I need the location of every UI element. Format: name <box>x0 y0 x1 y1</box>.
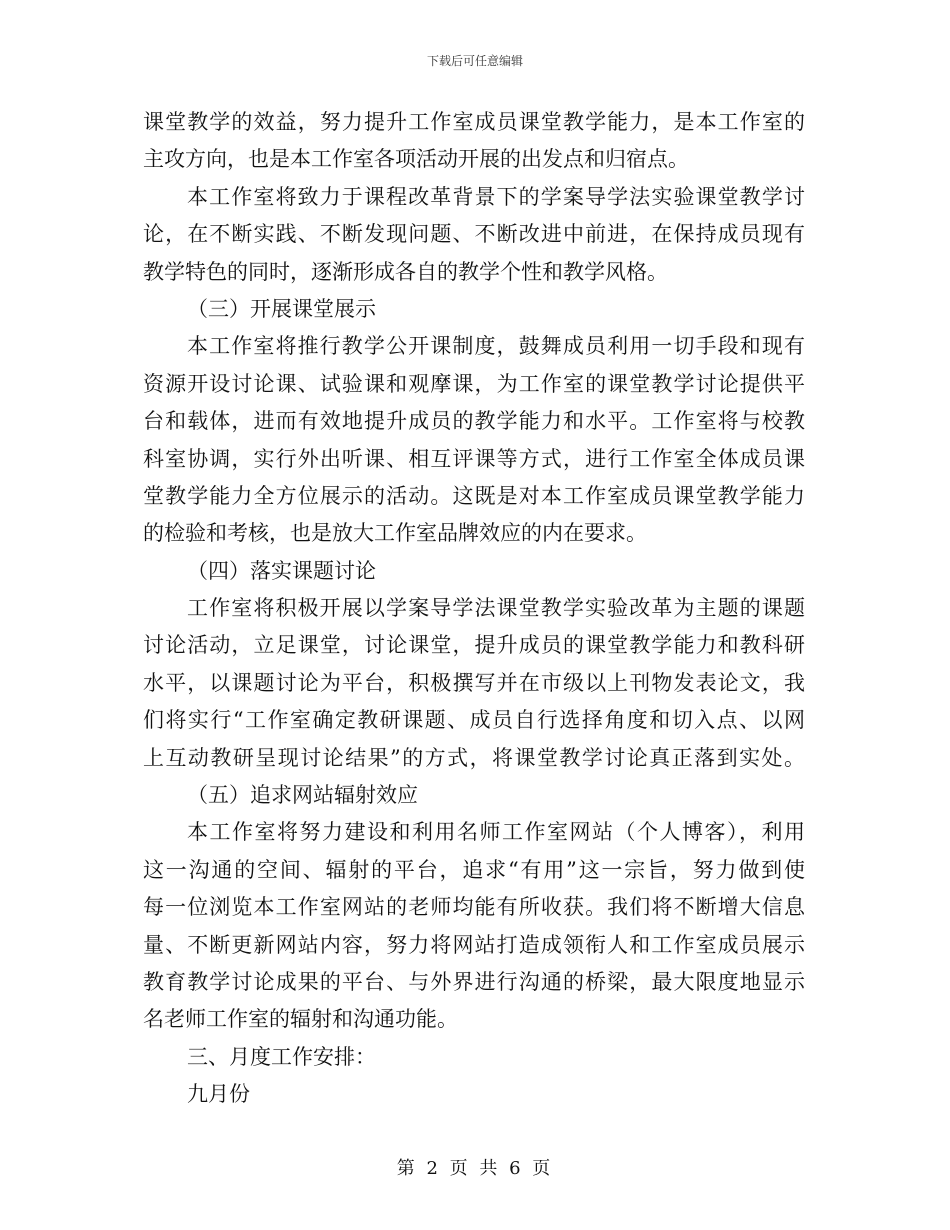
body-line: 上互动教研呈现讨论结果”的方式，将课堂教学讨论真正落到实处。 <box>143 745 805 770</box>
body-line: 们将实行“工作室确定教研课题、成员自行选择角度和切入点、以网 <box>143 708 805 733</box>
body-line: 量、不断更新网站内容，努力将网站打造成领衔人和工作室成员展示 <box>143 932 805 957</box>
body-line: 水平，以课题讨论为平台，积极撰写并在市级以上刊物发表论文，我 <box>143 670 805 695</box>
body-line: 本工作室将努力建设和利用名师工作室网站（个人博客），利用 <box>187 820 805 845</box>
body-line: 课堂教学的效益，努力提升工作室成员课堂教学能力，是本工作室的 <box>143 110 805 134</box>
body-line: 教育教学讨论成果的平台、与外界进行沟通的桥梁，最大限度地显示 <box>143 969 805 994</box>
body-line: 的检验和考核，也是放大工作室品牌效应的内在要求。 <box>143 521 647 546</box>
body-line: 名老师工作室的辐射和沟通功能。 <box>143 1007 458 1032</box>
section-heading: 三、月度工作安排： <box>187 1044 376 1069</box>
section-heading: （三）开展课堂展示 <box>187 296 376 321</box>
section-heading: （五）追求网站辐射效应 <box>187 783 418 808</box>
body-line: 工作室将积极开展以学案导学法课堂教学实验改革为主题的课题 <box>187 596 805 621</box>
header-note: 下载后可任意编辑 <box>426 54 523 68</box>
body-line: 教学特色的同时，逐渐形成各自的教学个性和教学风格。 <box>143 259 668 284</box>
body-line: 主攻方向，也是本工作室各项活动开展的出发点和归宿点。 <box>143 147 689 172</box>
body-line: 资源开设讨论课、试验课和观摩课，为工作室的课堂教学讨论提供平 <box>143 371 805 396</box>
month-heading: 九月份 <box>187 1082 250 1107</box>
body-line: 讨论活动，立足课堂，讨论课堂，提升成员的课堂教学能力和教科研 <box>143 633 805 658</box>
document-body <box>143 104 805 1114</box>
body-line: 每一位浏览本工作室网站的老师均能有所收获。我们将不断增大信息 <box>143 895 805 920</box>
body-line: 台和载体，进而有效地提升成员的教学能力和水平。工作室将与校教 <box>143 409 805 434</box>
body-line: 科室协调，实行外出听课、相互评课等方式，进行工作室全体成员课 <box>143 446 805 471</box>
section-heading: （四）落实课题讨论 <box>187 558 376 583</box>
body-line: 本工作室将致力于课程改革背景下的学案导学法实验课堂教学讨 <box>187 184 805 209</box>
page-number-footer: 第 2 页 共 6 页 <box>396 1158 554 1179</box>
body-line: 堂教学能力全方位展示的活动。这既是对本工作室成员课堂教学能力 <box>143 483 805 508</box>
body-line: 这一沟通的空间、辐射的平台，追求“有用”这一宗旨，努力做到使 <box>143 857 805 882</box>
body-line: 本工作室将推行教学公开课制度，鼓舞成员利用一切手段和现有 <box>187 334 805 359</box>
body-line: 论，在不断实践、不断发现问题、不断改进中前进，在保持成员现有 <box>143 222 805 247</box>
